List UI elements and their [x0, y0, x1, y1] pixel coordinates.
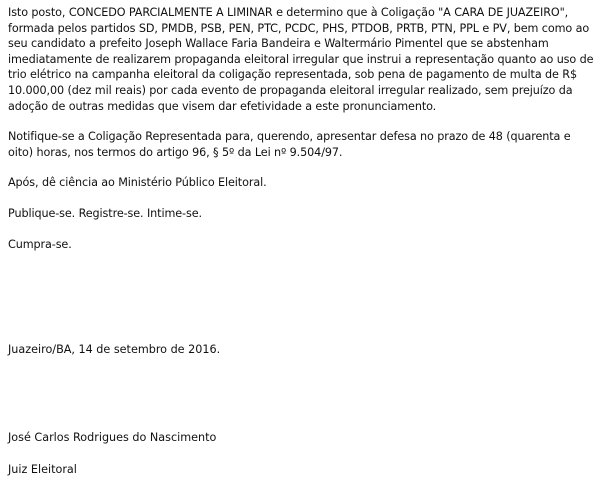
ministry-notice-paragraph: Após, dê ciência ao Ministério Público Eleitoral.: [8, 176, 267, 190]
decision-paragraph: Isto posto, CONCEDO PARCIALMENTE A LIMINAR e determino que à Coligação "A CARA DE JUAZEIRO", formada pelos partidos SD, PMDB, PSB, PEN, PTC, PCDC, PHS, PTDOB, PRTB, PTN, PPL e PV, bem como ao seu candidato a prefeito Joseph Wallace Faria Bandeira e Waltermário Pimentel que se abstenham imediatamente de realizarem propaganda eleitoral irregular que instrui a representação quanto ao uso de trio elétrico na campanha eleitoral da coligação representada, sob pena de pagamento de multa de R$ 10.000,00 (dez mil reais) por cada evento de propaganda eleitoral irregular realizado, sem prejuízo da adoção de outras medidas que visem dar efetividade a este pronunciamento.: [8, 6, 594, 113]
date-line: Juazeiro/BA, 14 de setembro de 2016.: [8, 343, 221, 356]
notification-paragraph: Notifique-se a Coligação Representada para, querendo, apresentar defesa no prazo de 48 (quarenta e oito) horas, nos termos do artigo 96, § 5º da Lei nº 9.504/97.: [8, 130, 571, 159]
publication-paragraph: Publique-se. Registre-se. Intime-se.: [8, 206, 202, 220]
document-body: [8, 5, 594, 252]
compliance-paragraph: Cumpra-se.: [8, 237, 72, 251]
signature-name: José Carlos Rodrigues do Nascimento: [8, 431, 217, 444]
signature-title: Juiz Eleitoral: [8, 463, 77, 476]
